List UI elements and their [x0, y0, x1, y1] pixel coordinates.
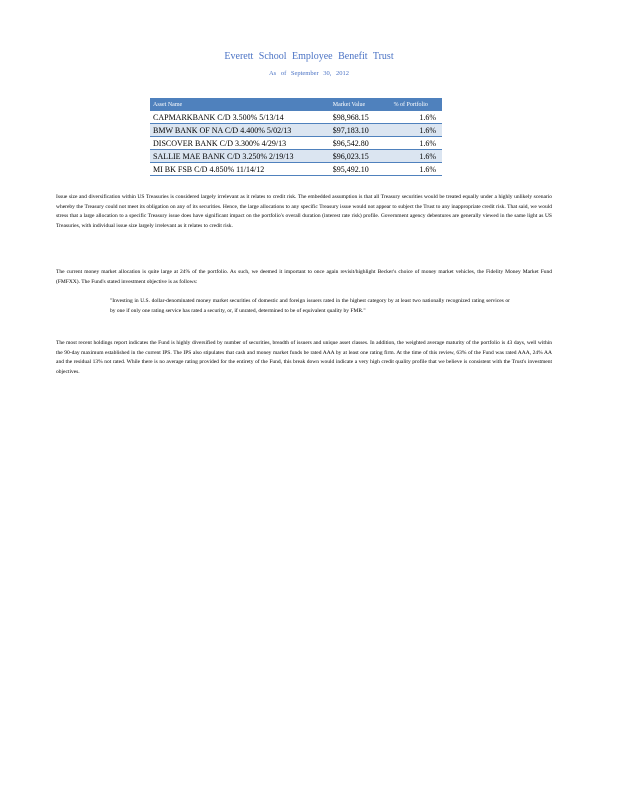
- table-header-row: [150, 98, 442, 111]
- market-value-cell: $98,968.15: [330, 111, 391, 124]
- table-row: [150, 163, 442, 176]
- table-row: [150, 150, 442, 163]
- market-value-cell: $96,542.80: [330, 137, 391, 150]
- market-value-cell: $95,492.10: [330, 163, 391, 176]
- column-header-asset-name: Asset Name: [150, 98, 330, 111]
- percent-cell: 1.6%: [391, 163, 442, 176]
- asset-name-cell: CAPMARKBANK C/D 3.500% 5/13/14: [150, 111, 330, 124]
- asset-name-cell: MI BK FSB C/D 4.850% 11/14/12: [150, 163, 330, 176]
- table-row: [150, 137, 442, 150]
- paragraph-holdings-report: The most recent holdings report indicates the Fund is highly diversified by number of securities, breadth of issuers and unique asset classes. In addition, the weighted average maturity of the portfolio is 43 days, well within the 90-day maximum established in the current IPS. The IPS also stipulates that cash and money market funds be rated AAA by at least one rating firm. At the time of this review, 63% of the Fund was rated AAA, 24% AA and the residual 13% not rated. While there is no average rating provided for the entirety of the Fund, this break down would indicate a very high credit quality profile that we believe is consistent with the Trust's investment objectives.: [56, 340, 552, 375]
- quote-fund-objective: "Investing in U.S. dollar-denominated money market securities of domestic and foreign issuers rated in the highest category by at least two nationally recognized rating services or by one if only one rating service has rated a security, or, if unrated, determined to be of equivalent quality by FMR.": [110, 298, 510, 314]
- percent-cell: 1.6%: [391, 137, 442, 150]
- paragraph-treasury-diversification: Issue size and diversification within US Treasuries is considered largely irrelevant as it relates to credit risk. The embedded assumption is that all Treasury securities would be treated equally under a highly unlikely scenario whereby the Treasury could not meet its obligation on any of its securities. Hence, the large allocations to any specific Treasury issue would not appear to subject the Trust to any inappropriate credit risk. That said, we would stress that a large allocation to a specific Treasury issue does have significant impact on the portfolio's overall duration (interest rate risk) profile. Government agency debentures are generally viewed in the same light as US Treasuries, with individual issue size largely irrelevant as it relates to credit risk.: [56, 194, 552, 229]
- percent-cell: 1.6%: [391, 111, 442, 124]
- column-header-percent: % of Portfolio: [391, 98, 442, 111]
- document-title: Everett School Employee Benefit Trust: [224, 51, 394, 62]
- column-header-market-value: Market Value: [330, 98, 391, 111]
- asset-name-cell: SALLIE MAE BANK C/D 3.250% 2/19/13: [150, 150, 330, 163]
- paragraph-money-market-allocation: The current money market allocation is quite large at 24% of the portfolio. As such, we deemed it important to once again revisit/highlight Becker's choice of money market vehicles, the Fidelity Money Market Fund (FMFXX). The Fund's stated investment objective is as follows:: [56, 269, 552, 285]
- document-subtitle: As of September 30, 2012: [268, 70, 350, 77]
- market-value-cell: $97,183.10: [330, 124, 391, 137]
- table-row: [150, 111, 442, 124]
- percent-cell: 1.6%: [391, 150, 442, 163]
- asset-name-cell: BMW BANK OF NA C/D 4.400% 5/02/13: [150, 124, 330, 137]
- asset-name-cell: DISCOVER BANK C/D 3.300% 4/29/13: [150, 137, 330, 150]
- market-value-cell: $96,023.15: [330, 150, 391, 163]
- table-row: [150, 124, 442, 137]
- percent-cell: 1.6%: [391, 124, 442, 137]
- holdings-table: [150, 98, 442, 176]
